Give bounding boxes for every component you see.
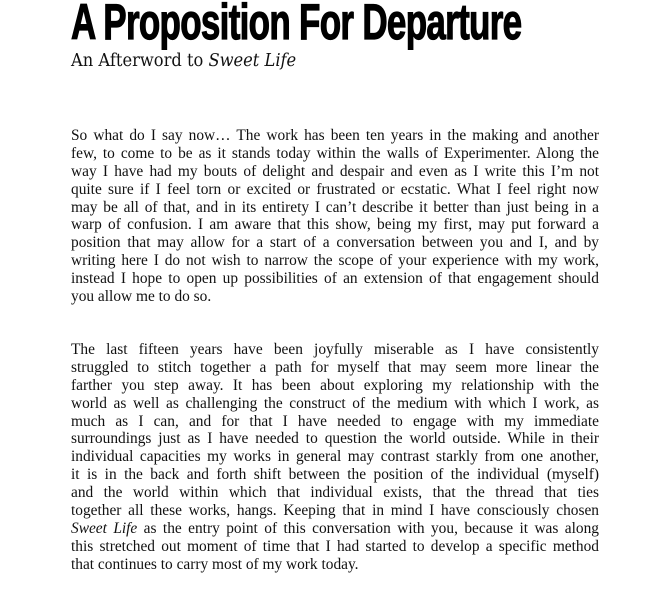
paragraph-line: The last fifteen years have been joyfully miserable as I have consistently: [71, 341, 599, 358]
paragraph-line: world as well as challenging the construct of the medium with which I work, as: [71, 394, 599, 412]
italic-work-title: Sweet Life: [71, 519, 138, 537]
paragraph-line: writing here I do not wish to narrow the scope of your experience with my work,: [71, 252, 599, 270]
paragraph-line: it is in the back and forth shift between the position of the individual (myself): [71, 466, 599, 484]
paragraph-line: may be all of that, and in its entirety I can’t describe it better than just being in a: [71, 198, 599, 216]
paragraph-line: So what do I say now… The work has been ten years in the making and another: [71, 127, 599, 144]
paragraph-line: that continues to carry most of my work today.: [71, 555, 359, 573]
paragraph-line: individual capacities my works in general may contrast starkly from one another,: [71, 448, 599, 466]
paragraph-line: warp of confusion. I am aware that this show, being my first, may put forward a: [71, 216, 599, 234]
paragraph-line: and the world within which that individual exists, that the thread that ties: [71, 484, 599, 502]
paragraph-line: quite sure if I feel torn or excited or frustrated or ecstatic. What I feel right now: [71, 180, 599, 198]
page-title: A Proposition For Departure: [71, 0, 522, 50]
paragraph-line: this stretched out moment of time that I had started to develop a specific method: [71, 537, 599, 555]
paragraph-line: much as I can, and for that I have needed to engage with my immediate: [71, 412, 599, 430]
line-rest: as the entry point of this conversation with you, because it was along: [137, 519, 599, 537]
paragraph-line: way I have had my bouts of delight and despair and even as I write this I’m not: [71, 162, 599, 180]
paragraph-line: surroundings just as I have needed to question the world outside. While in their: [71, 430, 599, 448]
paragraph-line: struggled to stitch together a path for myself that may seem more linear the: [71, 358, 599, 376]
paragraph-line: you allow me to do so.: [71, 288, 212, 306]
paragraph-line: together all these works, hangs. Keeping that in mind I have consciously chosen: [71, 502, 599, 520]
paragraph-line: position that may allow for a start of a conversation between you and I, and by: [71, 234, 599, 252]
subtitle-prefix: An Afterword to: [71, 51, 209, 71]
page-subtitle: [71, 49, 296, 73]
paragraph-line-with-italic: [71, 520, 599, 538]
subtitle-work-title: Sweet Life: [208, 51, 297, 71]
paragraph-2: [71, 341, 599, 574]
paragraph-line: few, to come to be as it stands today within the walls of Experimenter. Along the: [71, 144, 599, 162]
paragraph-1: [71, 127, 599, 306]
paragraph-line: instead I hope to open up possibilities of an extension of that engagement should: [71, 270, 599, 288]
paragraph-line: farther you step away. It has been about exploring my relationship with the: [71, 376, 599, 394]
